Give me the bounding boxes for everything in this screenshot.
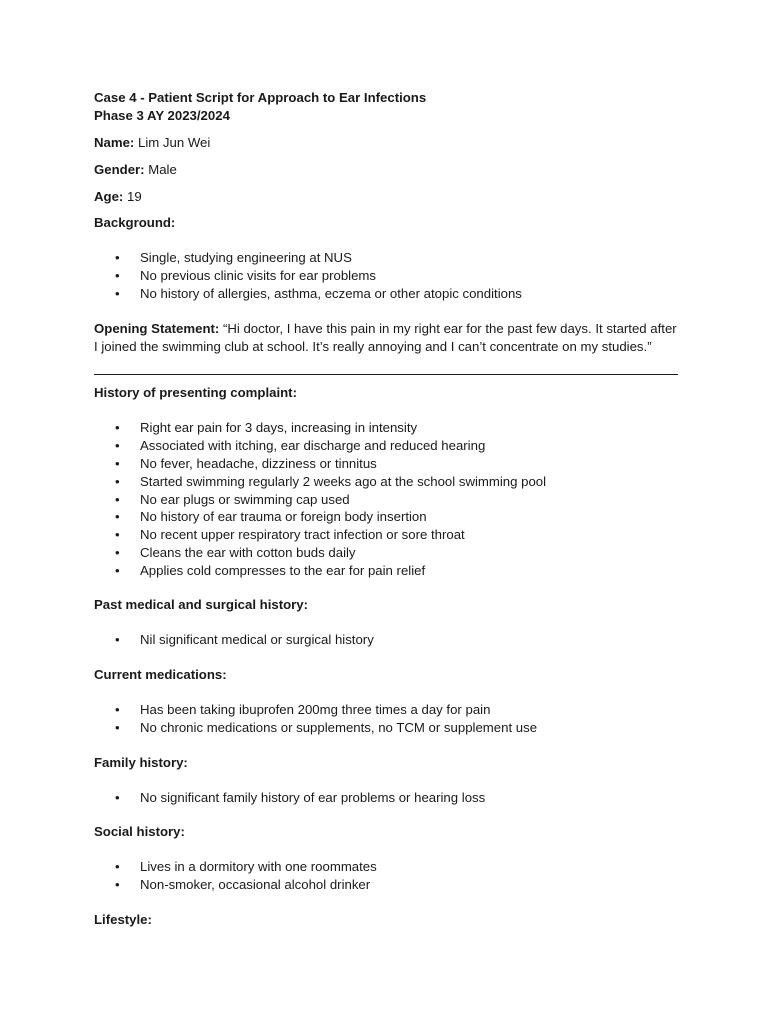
list-item: • Associated with itching, ear discharge and reduced hearing (94, 438, 546, 456)
section-divider (94, 374, 678, 375)
opening-text: “Hi doctor, I have this pain in my right ear for the past few days. It started after I joined the swimming club at school. It’s really annoying and I can’t concentrate on my studies.” (94, 321, 677, 354)
background-list (94, 250, 522, 304)
list-item: • Lives in a dormitory with one roommates (94, 859, 377, 877)
list-item: • No fever, headache, dizziness or tinnitus (94, 456, 546, 474)
hpc-list (94, 420, 546, 581)
age-value: 19 (126, 189, 142, 204)
gender-value: Male (148, 162, 177, 177)
social-heading: Social history: (94, 824, 185, 839)
hpc-heading: History of presenting complaint: (94, 385, 297, 400)
meds-heading: Current medications: (94, 667, 227, 682)
list-item: • Right ear pain for 3 days, increasing in intensity (94, 420, 546, 438)
list-item: • Non-smoker, occasional alcohol drinker (94, 877, 377, 895)
list-item: • No recent upper respiratory tract infection or sore throat (94, 527, 546, 545)
list-item: • Single, studying engineering at NUS (94, 250, 522, 268)
document-title: Case 4 - Patient Script for Approach to Ear Infections (94, 90, 427, 105)
name-value: Lim Jun Wei (137, 135, 211, 150)
list-item: • No history of allergies, asthma, eczema or other atopic conditions (94, 286, 522, 304)
list-item: • No history of ear trauma or foreign body insertion (94, 509, 546, 527)
meds-list (94, 702, 537, 738)
list-item: • No chronic medications or supplements, no TCM or supplement use (94, 720, 537, 738)
list-item: • No significant family history of ear problems or hearing loss (94, 790, 485, 808)
list-item: • Nil significant medical or surgical history (94, 632, 374, 650)
document-subtitle: Phase 3 AY 2023/2024 (94, 108, 230, 123)
background-heading: Background: (94, 215, 176, 230)
family-list (94, 790, 485, 808)
name-label: Name: (94, 135, 135, 150)
gender-label: Gender: (94, 162, 145, 177)
list-item: • Applies cold compresses to the ear for pain relief (94, 563, 546, 581)
list-item: • Has been taking ibuprofen 200mg three times a day for pain (94, 702, 537, 720)
patient-name-line (94, 135, 210, 151)
social-list (94, 859, 377, 895)
lifestyle-heading: Lifestyle: (94, 912, 152, 927)
list-item: • Cleans the ear with cotton buds daily (94, 545, 546, 563)
pmh-list (94, 632, 374, 650)
list-item: • Started swimming regularly 2 weeks ago at the school swimming pool (94, 474, 546, 492)
opening-label: Opening Statement: (94, 321, 220, 336)
opening-statement (94, 320, 678, 355)
list-item: • No ear plugs or swimming cap used (94, 492, 546, 510)
patient-gender-line (94, 162, 177, 178)
patient-age-line (94, 189, 142, 205)
list-item: • No previous clinic visits for ear problems (94, 268, 522, 286)
pmh-heading: Past medical and surgical history: (94, 597, 309, 612)
age-label: Age: (94, 189, 124, 204)
family-heading: Family history: (94, 755, 188, 770)
